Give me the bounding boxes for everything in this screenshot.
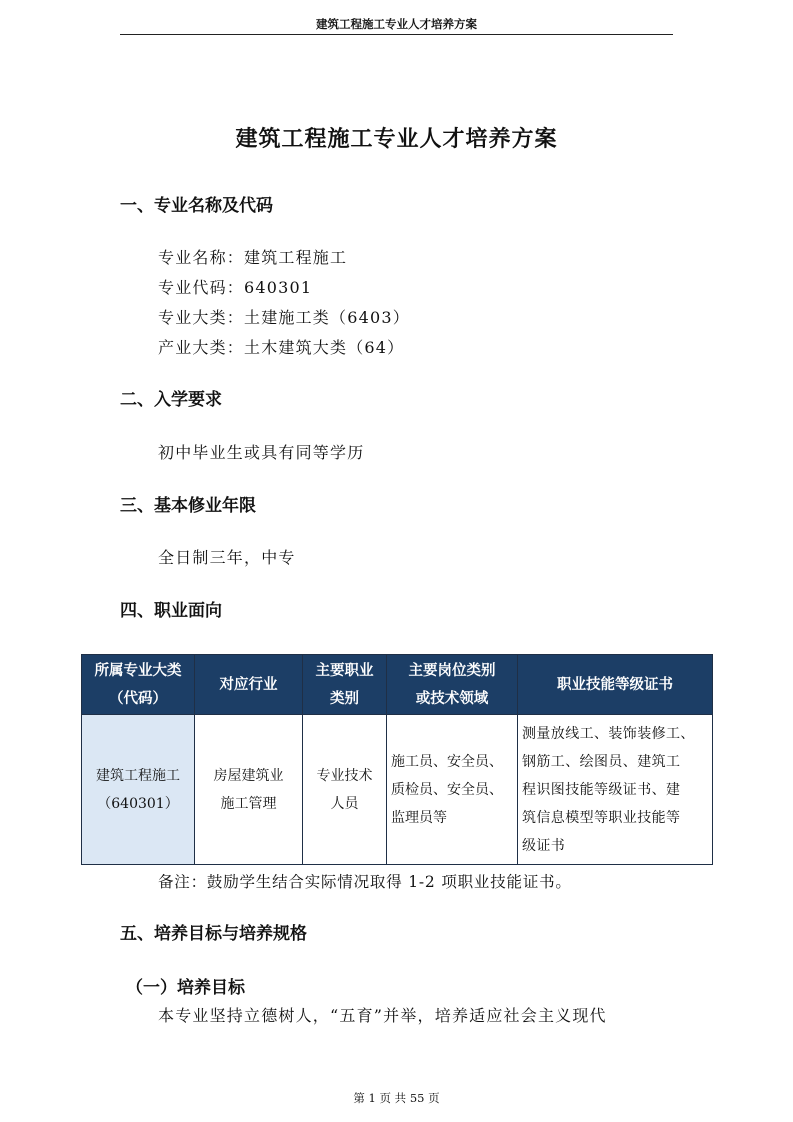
industry-category-line: 产业大类：土木建筑大类（64）	[158, 338, 405, 357]
header-certificates: 职业技能等级证书	[518, 655, 713, 715]
header-rule	[120, 34, 673, 35]
header-category: 所属专业大类 （代码）	[82, 655, 195, 715]
running-header: 建筑工程施工专业人才培养方案	[316, 17, 477, 31]
section-heading-duration: 三、基本修业年限	[120, 496, 256, 516]
cell-certificates: 测量放线工、装饰装修工、 钢筋工、绘图员、建筑工 程识图技能等级证书、建 筑信息模型等职业技能等 级证书	[518, 715, 713, 865]
major-code-line: 专业代码：640301	[158, 278, 313, 297]
subheading-training-goal: （一）培养目标	[126, 978, 245, 998]
section-heading-goals: 五、培养目标与培养规格	[120, 924, 307, 944]
header-positions: 主要岗位类别 或技术领域	[387, 655, 518, 715]
page-number: 第 1 页 共 55 页	[353, 1091, 440, 1105]
table-row	[82, 715, 713, 865]
admission-text: 初中毕业生或具有同等学历	[158, 443, 365, 462]
section-heading-admission: 二、入学要求	[120, 390, 222, 410]
table-note: 备注：鼓励学生结合实际情况取得 1-2 项职业技能证书。	[158, 873, 572, 891]
cell-positions: 施工员、安全员、 质检员、安全员、 监理员等	[387, 715, 518, 865]
career-table	[81, 654, 713, 865]
major-name-line: 专业名称：建筑工程施工	[158, 248, 348, 267]
cell-industry: 房屋建筑业 施工管理	[195, 715, 303, 865]
section-heading-career: 四、职业面向	[120, 601, 222, 621]
header-industry: 对应行业	[195, 655, 303, 715]
cell-occupation: 专业技术 人员	[303, 715, 387, 865]
document-title: 建筑工程施工专业人才培养方案	[235, 126, 558, 152]
major-category-line: 专业大类：土建施工类（6403）	[158, 308, 410, 327]
career-table-header-row	[82, 655, 713, 715]
duration-text: 全日制三年，中专	[158, 548, 296, 567]
training-goal-text: 本专业坚持立德树人，“五育”并举，培养适应社会主义现代	[158, 1006, 607, 1025]
header-occupation: 主要职业 类别	[303, 655, 387, 715]
section-heading-name-code: 一、专业名称及代码	[120, 196, 273, 216]
cell-category: 建筑工程施工 （640301）	[82, 715, 195, 865]
